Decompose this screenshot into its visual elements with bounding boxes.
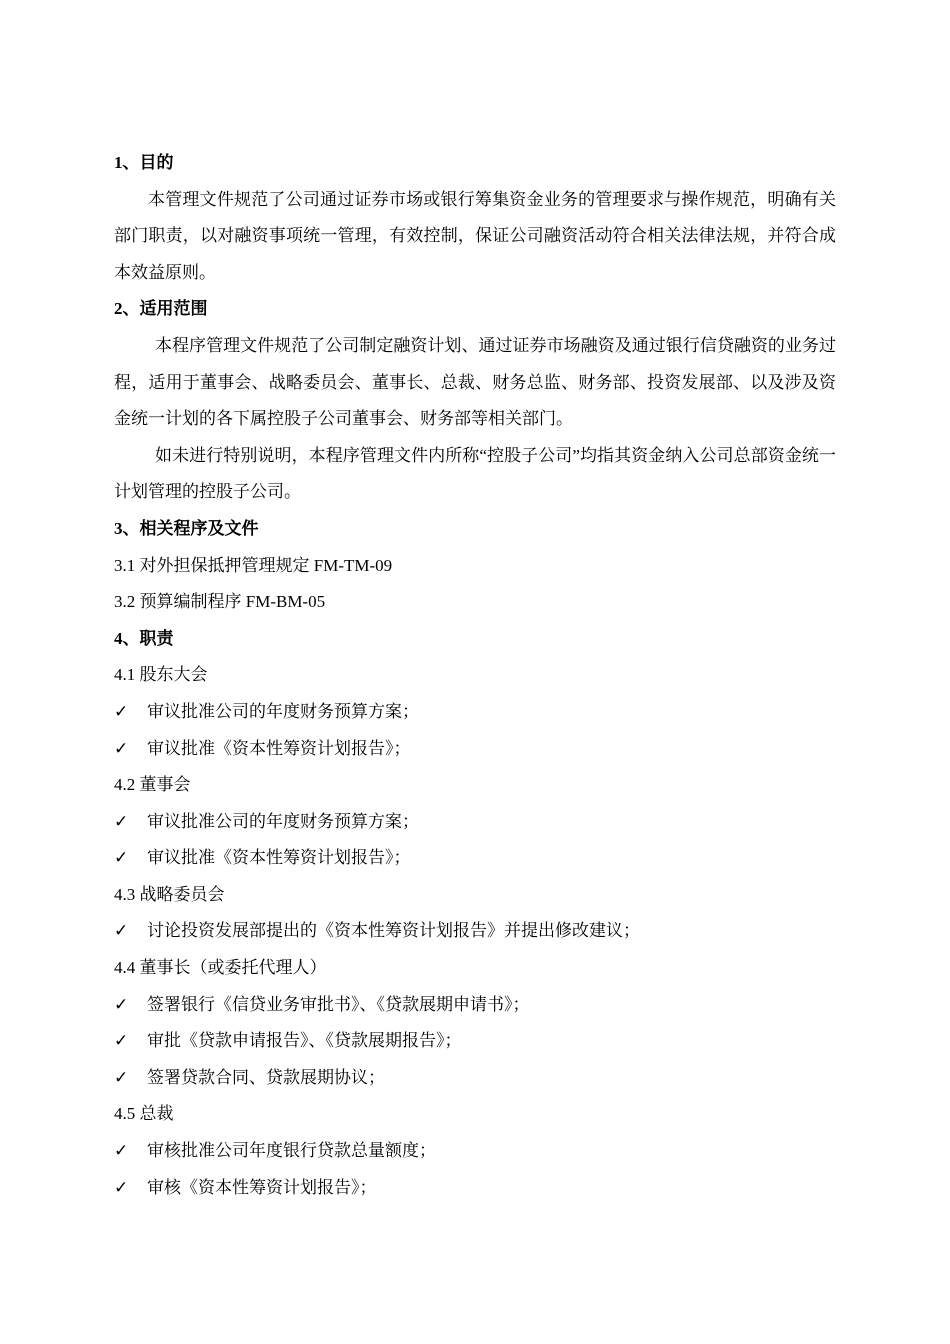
list-item — [114, 840, 836, 877]
list-item-text: 讨论投资发展部提出的《资本性筹资计划报告》并提出修改建议； — [147, 921, 640, 941]
purpose-paragraph: 本管理文件规范了公司通过证券市场或银行筹集资金业务的管理要求与操作规范，明确有关部门职责，以对融资事项统一管理，有效控制，保证公司融资活动符合相关法律法规，并符合成本效益原则。 — [114, 189, 836, 282]
checkmark-icon: ✓ — [114, 1031, 129, 1051]
list-item — [114, 804, 836, 841]
checkmark-icon: ✓ — [114, 1067, 129, 1087]
checkmark-icon: ✓ — [114, 1177, 129, 1197]
section-heading-purpose: 1、目的 — [114, 153, 174, 172]
section-heading-related-docs: 3、相关程序及文件 — [114, 518, 259, 538]
subsection-title: 4.5 总裁 — [114, 1104, 174, 1124]
list-item-text: 签署银行《信贷业务审批书》、《贷款展期申请书》； — [147, 994, 530, 1014]
checkmark-icon: ✓ — [114, 701, 129, 721]
document-body — [114, 145, 836, 1206]
list-item — [114, 1170, 836, 1207]
subsection-title: 4.4 董事长（或委托代理人） — [114, 958, 327, 978]
list-item-text: 签署贷款合同、贷款展期协议； — [147, 1067, 385, 1087]
checkmark-icon: ✓ — [114, 738, 129, 758]
list-item-text: 审议批准公司的年度财务预算方案； — [147, 811, 419, 831]
list-item — [114, 694, 836, 731]
checkmark-icon: ✓ — [114, 1141, 129, 1161]
checkmark-icon: ✓ — [114, 921, 129, 941]
list-item-text: 审批《贷款申请报告》、《贷款展期报告》； — [147, 1031, 462, 1051]
list-item — [114, 731, 836, 768]
list-item-text: 审核《资本性筹资计划报告》； — [147, 1177, 377, 1197]
checkmark-icon: ✓ — [114, 994, 129, 1014]
section-heading-responsibilities: 4、职责 — [114, 628, 174, 648]
section-heading-scope: 2、适用范围 — [114, 299, 208, 319]
list-item-text: 审议批准《资本性筹资计划报告》； — [147, 848, 411, 868]
list-item — [114, 913, 836, 950]
list-item — [114, 1023, 836, 1060]
subsection-title: 4.2 董事会 — [114, 775, 191, 795]
list-item — [114, 1060, 836, 1097]
related-doc-item: 3.1 对外担保抵押管理规定 FM-TM-09 — [114, 555, 393, 575]
list-item-text: 审核批准公司年度银行贷款总量额度； — [147, 1141, 436, 1161]
checkmark-icon: ✓ — [114, 848, 129, 868]
list-item — [114, 1133, 836, 1170]
scope-paragraph-2: 如未进行特别说明，本程序管理文件内所称“控股子公司”均指其资金纳入公司总部资金统一计划管理的控股子公司。 — [114, 445, 836, 502]
subsection-title: 4.1 股东大会 — [114, 665, 208, 685]
list-item-text: 审议批准公司的年度财务预算方案； — [147, 701, 419, 721]
list-item — [114, 987, 836, 1024]
scope-paragraph-1: 本程序管理文件规范了公司制定融资计划、通过证券市场融资及通过银行信贷融资的业务过程，适用于董事会、战略委员会、董事长、总裁、财务总监、财务部、投资发展部、以及涉及资金统一计划的各下属控股子公司董事会、财务部等相关部门。 — [114, 335, 836, 429]
checkmark-icon: ✓ — [114, 811, 129, 831]
related-doc-item: 3.2 预算编制程序 FM-BM-05 — [114, 592, 326, 612]
subsection-title: 4.3 战略委员会 — [114, 884, 225, 904]
list-item-text: 审议批准《资本性筹资计划报告》； — [147, 738, 411, 758]
